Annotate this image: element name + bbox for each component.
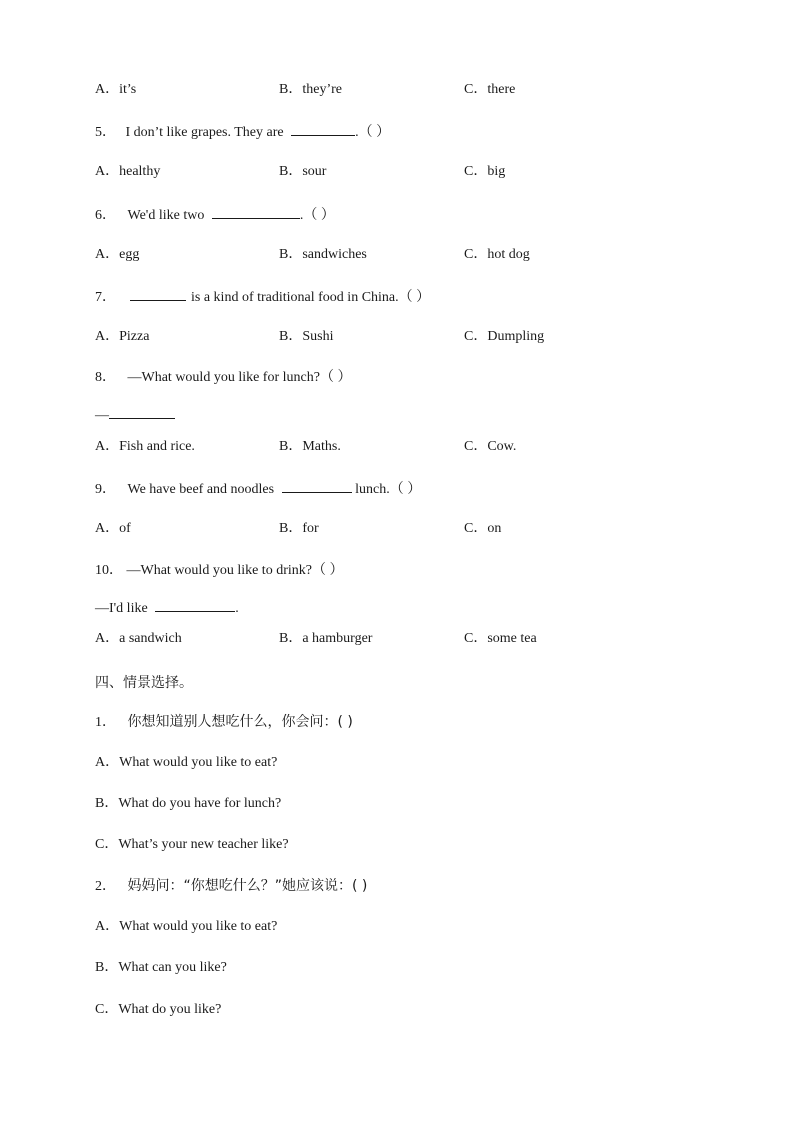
question-number: 2． (95, 879, 116, 894)
option-b: B．What do you have for lunch? (95, 796, 282, 811)
question-number: 9． (95, 482, 116, 497)
answer-suffix: . (235, 601, 239, 616)
section-heading: 四、情景选择。 (95, 675, 193, 691)
option-a: A．of (95, 521, 131, 536)
option-c: C．Cow. (464, 439, 517, 454)
question-number: 1． (95, 715, 116, 730)
question-text: —What would you like for lunch?（ ） (127, 370, 352, 385)
option-c: C．Dumpling (464, 329, 545, 344)
option-c: C．some tea (464, 631, 537, 646)
question-text: 妈妈问：“你想吃什么？”她应该说：( ) (127, 878, 368, 894)
question-7 (95, 287, 430, 305)
scenario-question-1 (95, 713, 353, 731)
question-text: I don’t like grapes. They are (125, 125, 284, 140)
option-b: B．for (279, 521, 319, 536)
question-5 (95, 122, 390, 140)
question-text-end: .（ ） (355, 125, 391, 140)
option-b: B．Maths. (279, 439, 341, 454)
option-b: B．sour (279, 164, 327, 179)
answer-blank[interactable] (109, 405, 175, 419)
answer-blank[interactable] (130, 287, 186, 301)
option-a: A．What would you like to eat? (95, 755, 278, 770)
option-a: A．healthy (95, 164, 161, 179)
question-number: 5． (95, 125, 116, 140)
question-text: We have beef and noodles (127, 482, 275, 497)
question-8 (95, 369, 351, 387)
question-9 (95, 479, 421, 497)
question-text-end: .（ ） (299, 208, 335, 223)
option-a: A．Fish and rice. (95, 439, 195, 454)
option-a: A．a sandwich (95, 631, 182, 646)
question-10 (95, 562, 343, 580)
question-number: 7． (95, 290, 116, 305)
answer-blank[interactable] (212, 205, 300, 219)
answer-blank[interactable] (155, 598, 235, 612)
question-text-end: lunch.（ ） (355, 482, 422, 497)
answer-blank[interactable] (282, 479, 352, 493)
option-b: B．Sushi (279, 329, 334, 344)
option-b: B．sandwiches (279, 247, 367, 262)
option-c: C．there (464, 82, 516, 97)
answer-prefix: — (95, 408, 109, 423)
option-a: A．egg (95, 247, 140, 262)
question-number: 8． (95, 370, 116, 385)
answer-prefix: —I'd like (95, 601, 148, 616)
option-a: A．Pizza (95, 329, 150, 344)
question-text: —What would you like to drink?（ ） (126, 563, 344, 578)
question-text: We'd like two (127, 208, 205, 223)
option-b: B．What can you like? (95, 960, 227, 975)
question-number: 10． (95, 563, 123, 578)
question-text: 你想知道别人想吃什么，你会问：( ) (127, 714, 353, 730)
scenario-question-2 (95, 877, 367, 895)
option-c: C．on (464, 521, 502, 536)
answer-blank[interactable] (291, 122, 355, 136)
option-c: C．hot dog (464, 247, 530, 262)
option-b: B．a hamburger (279, 631, 373, 646)
option-a: A．What would you like to eat? (95, 919, 278, 934)
answer-line-q8 (95, 405, 175, 423)
question-6 (95, 205, 335, 223)
question-text: is a kind of traditional food in China.（ ） (191, 290, 431, 305)
option-c: C．big (464, 164, 506, 179)
option-a: A．it’s (95, 82, 137, 97)
option-c: C．What do you like? (95, 1002, 222, 1017)
answer-line-q10 (95, 598, 239, 616)
option-b: B．they’re (279, 82, 342, 97)
question-number: 6． (95, 208, 116, 223)
option-c: C．What’s your new teacher like? (95, 837, 289, 852)
